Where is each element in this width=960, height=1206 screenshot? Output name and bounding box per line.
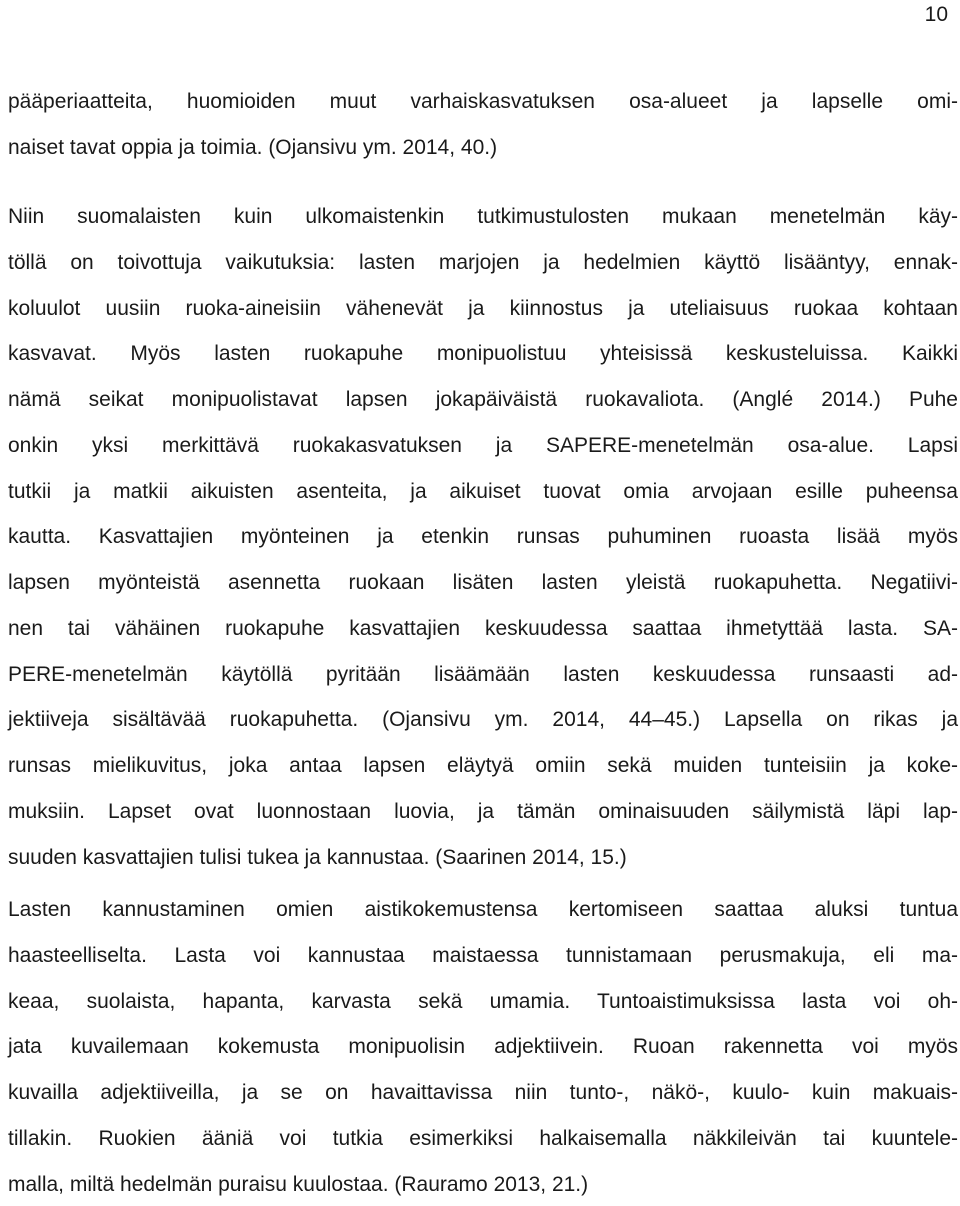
text-line: jektiiveja sisältävää ruokapuhetta. (Ojansivu ym. 2014, 44–45.) Lapsella on rikas ja	[8, 708, 958, 732]
text-line: nämä seikat monipuolistavat lapsen jokapäiväistä ruokavaliota. (Anglé 2014.) Puhe	[8, 388, 958, 411]
text-line: Lasten kannustaminen omien aistikokemustensa kertomiseen saattaa aluksi tuntua	[8, 898, 958, 921]
text-line: töllä on toivottuja vaikutuksia: lasten marjojen ja hedelmien käyttö lisääntyy, ennak-	[8, 250, 958, 274]
text-line: malla, miltä hedelmän puraisu kuulostaa. (Rauramo 2013, 21.)	[8, 1172, 589, 1196]
text-line: koluulot uusiin ruoka-aineisiin vähenevät ja kiinnostus ja uteliaisuus ruokaa kohtaan	[8, 296, 958, 320]
text-line: kasvavat. Myös lasten ruokapuhe monipuolistuu yhteisissä keskusteluissa. Kaikki	[8, 342, 958, 366]
text-line: tutkii ja matkii aikuisten asenteita, ja aikuiset tuovat omia arvojaan esille puheensa	[8, 479, 958, 503]
text-line: runsas mielikuvitus, joka antaa lapsen eläytyä omiin sekä muiden tunteisiin ja koke-	[8, 754, 958, 777]
text-line: Niin suomalaisten kuin ulkomaistenkin tutkimustulosten mukaan menetelmän käy-	[8, 205, 958, 228]
page-number: 10	[924, 3, 948, 26]
text-line: lapsen myönteistä asennetta ruokaan lisäten lasten yleistä ruokapuhetta. Negatiivi-	[8, 571, 958, 594]
text-line: pääperiaatteita, huomioiden muut varhaiskasvatuksen osa-alueet ja lapselle omi-	[8, 90, 958, 113]
text-line: tillakin. Ruokien ääniä voi tutkia esimerkiksi halkaisemalla näkkileivän tai kuuntele-	[8, 1126, 958, 1150]
text-line: keaa, suolaista, hapanta, karvasta sekä umamia. Tuntoaistimuksissa lasta voi oh-	[8, 989, 958, 1013]
text-line: muksiin. Lapset ovat luonnostaan luovia, ja tämän ominaisuuden säilymistä läpi lap-	[8, 799, 958, 823]
text-line: PERE-menetelmän käytöllä pyritään lisäämään lasten keskuudessa runsaasti ad-	[8, 662, 958, 686]
text-line: nen tai vähäinen ruokapuhe kasvattajien keskuudessa saattaa ihmetyttää lasta. SA-	[8, 616, 958, 640]
text-line: kuvailla adjektiiveilla, ja se on havaittavissa niin tunto-, näkö-, kuulo- kuin makuais-	[8, 1081, 958, 1104]
text-line: naiset tavat oppia ja toimia. (Ojansivu ym. 2014, 40.)	[8, 135, 498, 159]
text-line: onkin yksi merkittävä ruokakasvatuksen ja SAPERE-menetelmän osa-alue. Lapsi	[8, 433, 958, 457]
text-line: kautta. Kasvattajien myönteinen ja etenkin runsas puhuminen ruoasta lisää myös	[8, 525, 958, 549]
text-line: suuden kasvattajien tulisi tukea ja kannustaa. (Saarinen 2014, 15.)	[8, 845, 627, 869]
text-line: haasteelliselta. Lasta voi kannustaa maistaessa tunnistamaan perusmakuja, eli ma-	[8, 943, 958, 967]
text-line: jata kuvailemaan kokemusta monipuolisin adjektiivein. Ruoan rakennetta voi myös	[8, 1035, 958, 1059]
